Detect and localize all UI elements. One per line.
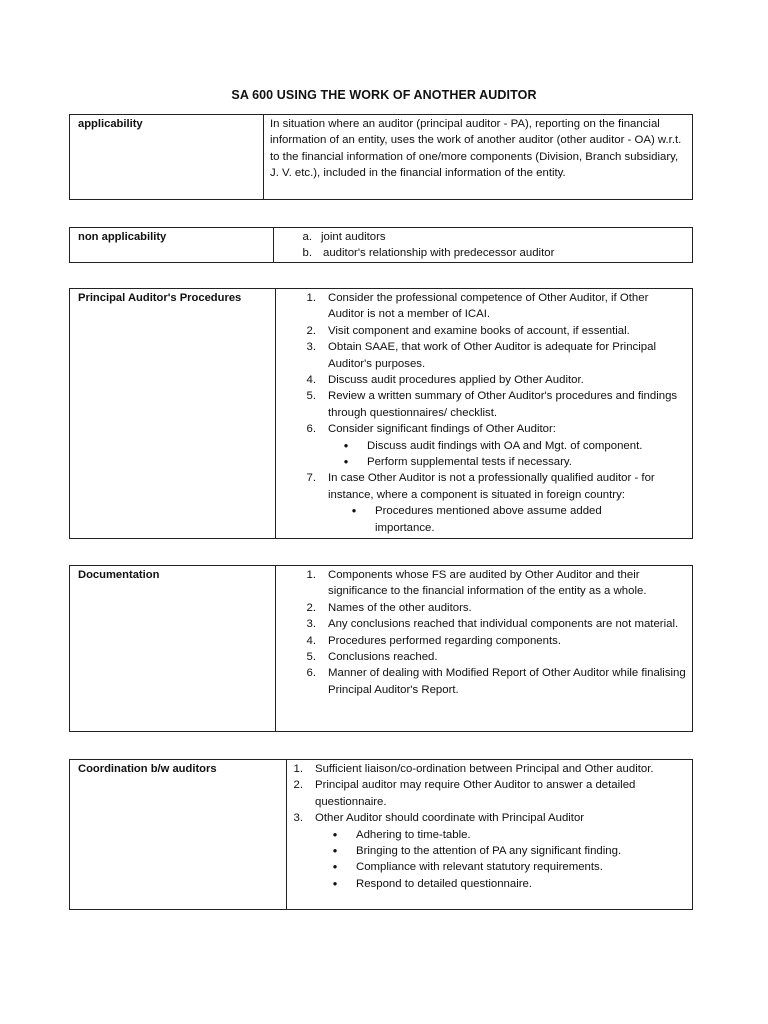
- list-text: Consider the professional competence of Other Auditor, if Other Auditor is not a member of ICAI.: [328, 292, 649, 321]
- list-marker: 1.: [306, 569, 316, 581]
- sub-list-item: [287, 876, 686, 892]
- list-marker: 2.: [293, 779, 303, 792]
- procedures-label: Principal Auditor's Procedures: [70, 289, 276, 539]
- sub-list-item: [276, 503, 686, 536]
- list-item: [276, 567, 686, 600]
- list-text: joint auditors: [321, 231, 386, 243]
- list-marker: 3.: [306, 341, 316, 354]
- list-marker: 7.: [306, 472, 316, 485]
- list-marker: 3.: [293, 812, 303, 825]
- list-text: Other Auditor should coordinate with Principal Auditor: [315, 812, 585, 825]
- list-item: [276, 616, 686, 632]
- documentation-label: Documentation: [70, 566, 276, 732]
- list-item: [287, 761, 686, 777]
- non-applicability-label: non applicability: [70, 228, 274, 263]
- list-text: Manner of dealing with Modified Report of Other Auditor while finalising Principal Auditor's Report.: [328, 667, 686, 696]
- list-marker: 4.: [306, 634, 316, 647]
- list-item: [287, 777, 686, 810]
- list-marker: a.: [302, 231, 312, 243]
- list-marker: 5.: [306, 390, 316, 403]
- bullet-icon: ●: [351, 506, 357, 516]
- coordination-content: [287, 760, 693, 910]
- document-title: SA 600 USING THE WORK OF ANOTHER AUDITOR: [231, 88, 537, 102]
- list-item: [274, 245, 686, 261]
- bullet-icon: ●: [332, 829, 338, 839]
- list-marker: 6.: [306, 667, 316, 680]
- documentation-table: [69, 565, 693, 732]
- list-marker: 2.: [306, 324, 316, 337]
- list-text: Components whose FS are audited by Other Auditor and their significance to the financial information of the entity as a whole.: [328, 569, 647, 598]
- bullet-icon: ●: [332, 878, 338, 888]
- sub-list-text: Adhering to time-table.: [356, 828, 471, 841]
- sub-list-text: Compliance with relevant statutory requirements.: [356, 861, 603, 874]
- bullet-icon: ●: [332, 862, 338, 872]
- applicability-content: [264, 115, 693, 200]
- list-marker: 2.: [306, 601, 316, 614]
- list-item: [276, 649, 686, 665]
- list-marker: 6.: [306, 423, 316, 436]
- coordination-label: Coordination b/w auditors: [70, 760, 287, 910]
- sub-list-text: Bringing to the attention of PA any significant finding.: [356, 845, 622, 858]
- bullet-icon: ●: [343, 457, 349, 467]
- list-item: [276, 600, 686, 616]
- list-item: [276, 665, 686, 698]
- list-marker: b.: [302, 247, 312, 260]
- non-applicability-table: [69, 227, 693, 263]
- non-applicability-content: [274, 228, 693, 263]
- list-marker: 5.: [306, 651, 316, 664]
- list-item: [276, 372, 686, 388]
- list-text: Any conclusions reached that individual components are not material.: [328, 618, 679, 631]
- list-text: Obtain SAAE, that work of Other Auditor is adequate for Principal Auditor's purposes.: [328, 341, 656, 370]
- sub-list-item: [287, 843, 686, 859]
- list-item: [287, 810, 686, 826]
- documentation-content: [276, 566, 693, 732]
- sub-list-text: Procedures mentioned above assume added importance.: [375, 505, 602, 534]
- list-item: [274, 229, 686, 245]
- sub-list-item: [276, 454, 686, 470]
- list-marker: 4.: [306, 374, 316, 387]
- list-text: Principal auditor may require Other Auditor to answer a detailed questionnaire.: [315, 779, 636, 808]
- applicability-label: applicability: [70, 115, 264, 200]
- list-text: Consider significant findings of Other Auditor:: [328, 423, 556, 436]
- list-item: [276, 470, 686, 503]
- sub-list-item: [287, 859, 686, 875]
- list-item: [276, 290, 686, 323]
- list-text: In case Other Auditor is not a professionally qualified auditor - for instance, where a component is situated in foreign country:: [328, 472, 655, 501]
- list-item: [276, 323, 686, 339]
- list-text: Procedures performed regarding components.: [328, 634, 562, 647]
- list-item: [276, 633, 686, 649]
- list-item: [276, 339, 686, 372]
- list-text: Review a written summary of Other Auditor's procedures and findings through questionnaires/ checklist.: [328, 390, 678, 419]
- list-item: [276, 388, 686, 421]
- sub-list-item: [287, 827, 686, 843]
- list-text: Visit component and examine books of account, if essential.: [328, 324, 630, 337]
- list-marker: 1.: [293, 763, 303, 775]
- list-marker: 3.: [306, 618, 316, 631]
- list-item: [276, 421, 686, 437]
- list-text: Conclusions reached.: [328, 651, 438, 664]
- bullet-icon: ●: [343, 440, 349, 450]
- sub-list-item: [276, 438, 686, 454]
- list-text: Names of the other auditors.: [328, 601, 472, 614]
- sub-list-text: Perform supplemental tests if necessary.: [367, 456, 572, 469]
- list-text: Discuss audit procedures applied by Other Auditor.: [328, 374, 584, 387]
- list-text: Sufficient liaison/co-ordination between Principal and Other auditor.: [315, 763, 654, 775]
- coordination-table: [69, 759, 693, 910]
- procedures-table: [69, 288, 693, 539]
- list-marker: 1.: [306, 292, 316, 304]
- list-text: auditor's relationship with predecessor auditor: [323, 247, 555, 260]
- sub-list-text: Discuss audit findings with OA and Mgt. of component.: [367, 439, 643, 452]
- procedures-content: [276, 289, 693, 539]
- applicability-text: In situation where an auditor (principal auditor - PA), reporting on the financial information of an entity, uses the work of another auditor (other auditor - OA) w.r.t. to the financial information of one/more components (Division, Branch subsidiary, J. V. etc.), included in the financial information of the entity.: [270, 118, 682, 180]
- bullet-icon: ●: [332, 846, 338, 856]
- sub-list-text: Respond to detailed questionnaire.: [356, 877, 533, 890]
- applicability-table: [69, 114, 693, 200]
